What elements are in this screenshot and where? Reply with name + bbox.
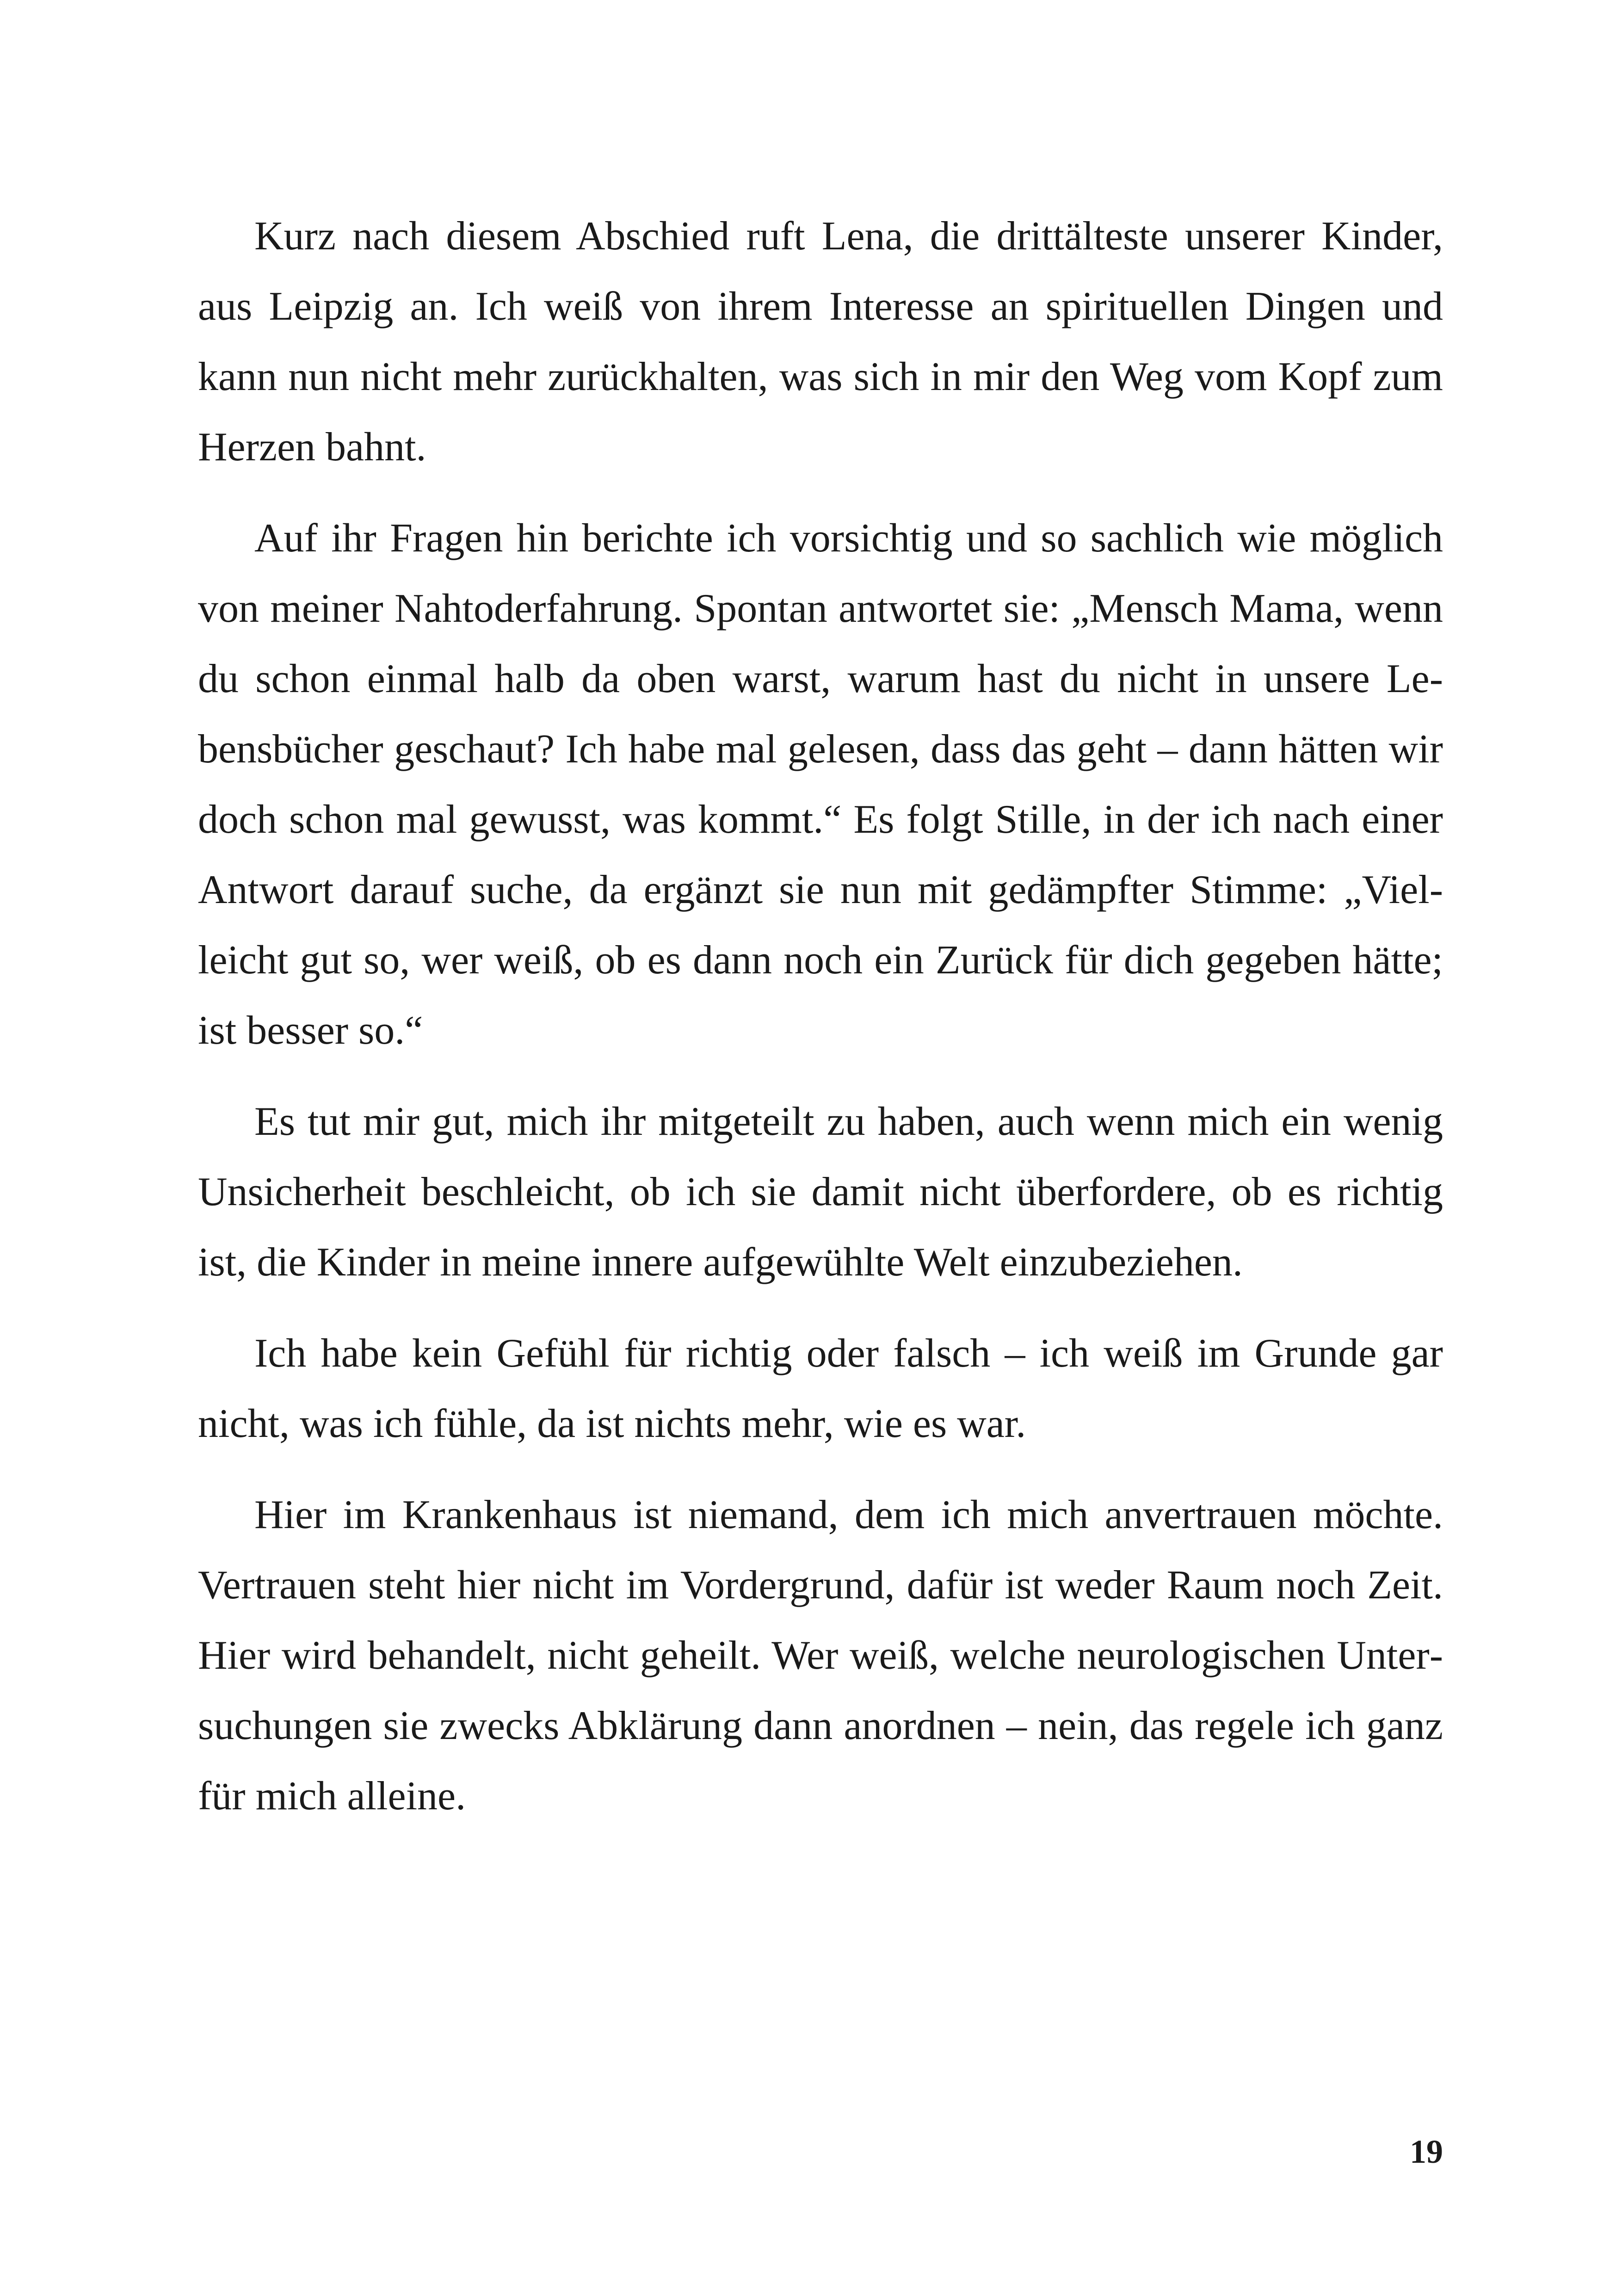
paragraph: Ich habe kein Gefühl für richtig oder falsch – ich weiß im Grunde gar nicht, was ich fühle, da ist nichts mehr, wie es war.: [198, 1331, 1443, 1446]
paragraph: Kurz nach diesem Abschied ruft Lena, die drittälteste unserer Kinder, aus Leipzig an. Ich weiß von ihrem Interesse an spirituellen Dingen und kann nun nicht mehr zurückhalten, was sich in mir den Weg vom Kopf zum Herzen bahnt.: [198, 214, 1443, 470]
paragraph: Es tut mir gut, mich ihr mitgeteilt zu haben, auch wenn mich ein wenig Unsicherheit beschleicht, ob ich sie damit nicht überfordere, ob es richtig ist, die Kinder in meine innere aufgewühlte Welt einzubeziehen.: [198, 1099, 1443, 1285]
page-number: 19: [1410, 2133, 1443, 2170]
paragraph: Auf ihr Fragen hin berichte ich vorsichtig und so sachlich wie möglich von meiner Nahtoderfahrung. Spontan antwortet sie: „Mensch Mama, wenn du schon einmal halb da oben warst, warum hast du nicht in unsere Lebensbücher geschaut? Ich habe mal gelesen, dass das geht – dann hätten wir doch schon mal gewusst, was kommt.“ Es folgt Stille, in der ich nach einer Antwort darauf suche, da ergänzt sie nun mit gedämpfter Stimme: „Vielleicht gut so, wer weiß, ob es dann noch ein Zurück für dich gegeben hätte; ist besser so.“: [198, 516, 1443, 1053]
body-text: [198, 201, 1443, 1852]
paragraph: Hier im Krankenhaus ist niemand, dem ich mich anvertrauen möchte. Vertrauen steht hier nicht im Vordergrund, dafür ist weder Raum noch Zeit. Hier wird behandelt, nicht geheilt. Wer weiß, welche neurologischen Untersuchungen sie zwecks Abklärung dann anordnen – nein, das regele ich ganz für mich alleine.: [198, 1492, 1443, 1819]
